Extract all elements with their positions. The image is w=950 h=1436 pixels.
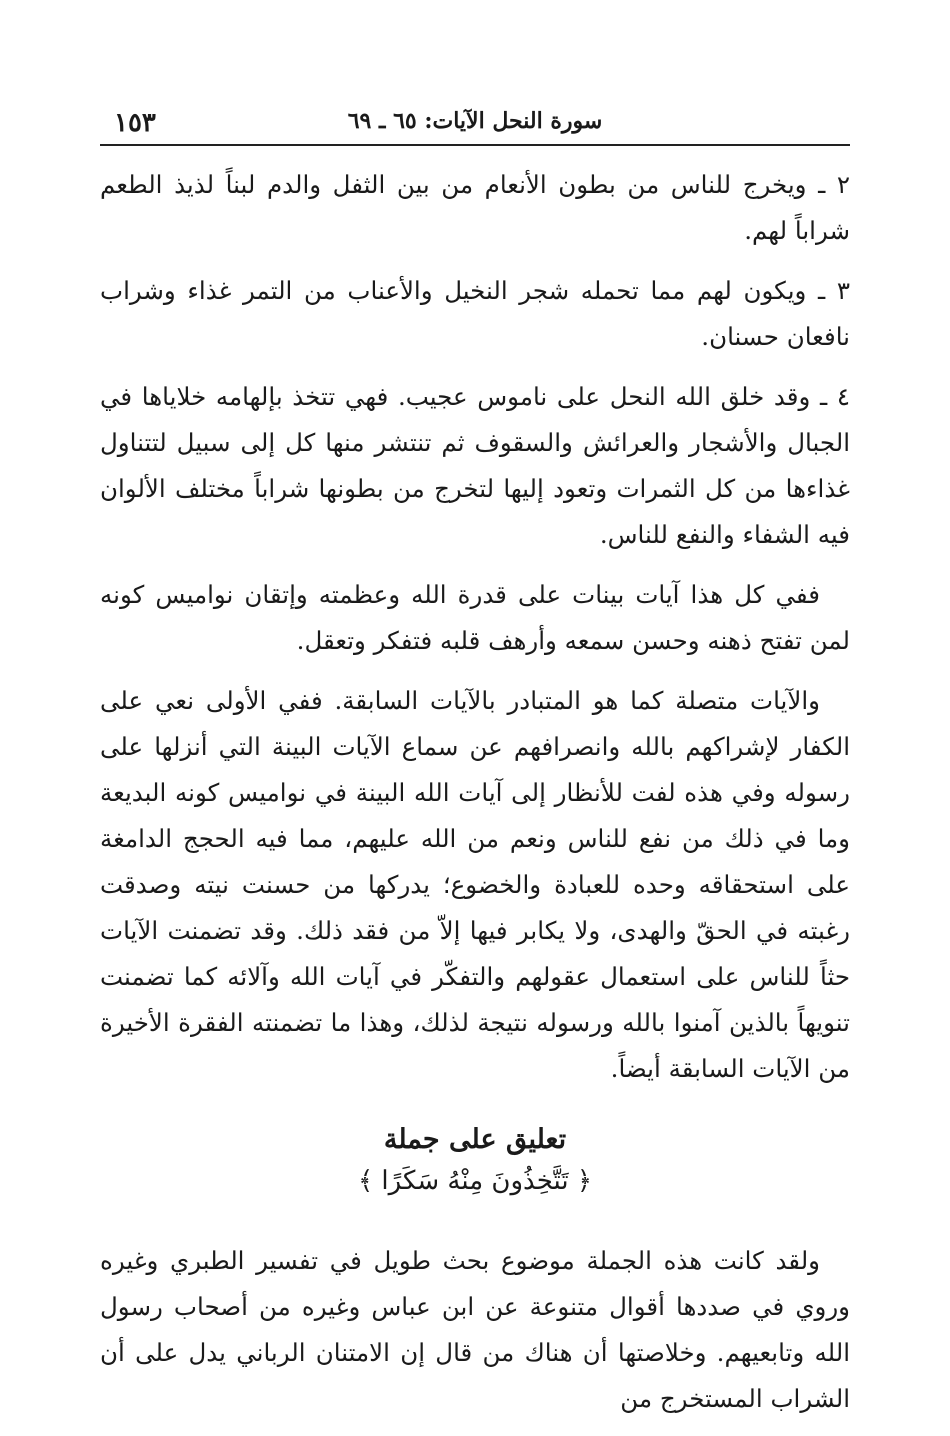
quran-verse: ﴿ تَتَّخِذُونَ مِنْهُ سَكَرًا ﴾: [357, 1166, 593, 1196]
section-heading: تعليق على جملة: [383, 1124, 567, 1155]
running-title: سورة النحل الآيات: ٦٥ ـ ٦٩: [347, 108, 603, 134]
paragraph-signs: ففي كل هذا آيات بينات على قدرة الله وعظمته وإتقان نواميس كونه لمن تفتح ذهنه وحسن سمعه وأرهف قلبه فتفكر وتعقل.: [100, 580, 850, 655]
paragraph-item-3: ٣ ـ ويكون لهم مما تحمله شجر النخيل والأعناب من التمر غذاء وشراب نافعان حسنان.: [100, 276, 850, 351]
running-head: [100, 100, 850, 146]
book-page: [100, 100, 850, 1436]
paragraph-item-2: ٢ ـ ويخرج للناس من بطون الأنعام من بين الثفل والدم لبناً لذيذ الطعم شراباً لهم.: [100, 170, 850, 245]
paragraph-item-4: ٤ ـ وقد خلق الله النحل على ناموس عجيب. فهي تتخذ بإلهامه خلاياها في الجبال والأشجار والعرائش والسقوف ثم تنتشر منها كل إلى سبيل لتتناول غذاءها من كل الثمرات وتعود إليها لتخرج من بطونها شراباً مختلف الألوان فيه الشفاء والنفع للناس.: [100, 382, 850, 549]
paragraph-context: والآيات متصلة كما هو المتبادر بالآيات السابقة. ففي الأولى نعي على الكفار لإشراكهم بالله وانصرافهم عن سماع الآيات البينة التي أنزلها على رسوله وفي هذه لفت للأنظار إلى آيات الله البينة في نواميس كونه البديعة وما في ذلك من نفع للناس ونعم من الله عليهم، مما فيه الحجج الدامغة على استحقاقه وحده للعبادة والخضوع؛ يدركها من حسنت نيته وصدقت رغبته في الحقّ والهدى، ولا يكابر فيها إلاّ من فقد ذلك. وقد تضمنت الآيات حثاً للناس على استعمال عقولهم والتفكّر في آيات الله وآلائه كما تضمنت تنويهاً بالذين آمنوا بالله ورسوله نتيجة لذلك، وهذا ما تضمنته الفقرة الأخيرة من الآيات السابقة أيضاً.: [100, 686, 850, 1083]
page-number: ١٥٣: [114, 108, 156, 138]
paragraph-commentary: ولقد كانت هذه الجملة موضوع بحث طويل في تفسير الطبري وغيره وروي في صددها أقوال متنوعة عن ابن عباس وغيره من أصحاب رسول الله وتابعيهم. وخلاصتها أن هناك من قال إن الامتنان الرباني يدل على أن الشراب المستخرج من: [100, 1246, 850, 1413]
page-body: [100, 162, 850, 1422]
